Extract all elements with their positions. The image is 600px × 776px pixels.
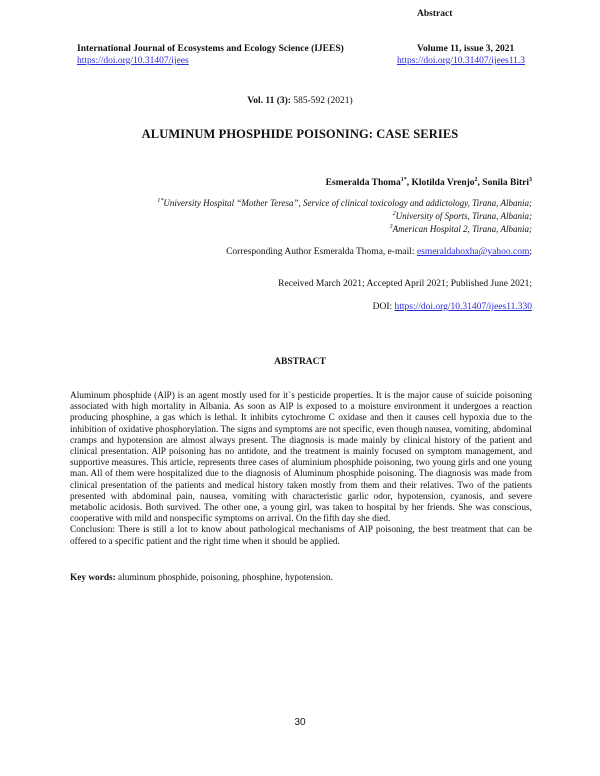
authors-line — [326, 178, 532, 188]
abstract-body — [70, 391, 532, 548]
citation-pages: 585-592 (2021) — [290, 96, 353, 106]
abstract-heading: ABSTRACT — [274, 357, 326, 367]
corresponding-email-link[interactable]: esmeraldahoxha@yahoo.com — [416, 247, 530, 257]
journal-name: International Journal of Ecosystems and Ecology Science (IJEES) — [77, 44, 344, 54]
affiliation-2 — [393, 211, 532, 221]
citation-line — [0, 96, 600, 106]
keywords-label: Key words: — [70, 573, 116, 583]
author-2: , Klotilda Vrenjo — [406, 178, 475, 188]
abstract-conclusion: Conclusion: There is still a lot to know about pathological mechanisms of AlP poisoning, the best treatment that can be offered to a specific patient and the right time when it should be applied. — [70, 525, 532, 547]
doi-label: DOI: — [372, 302, 395, 312]
author-1: Esmeralda Thoma — [325, 178, 401, 188]
affiliation-2-sup: 2 — [392, 211, 396, 217]
affiliation-2-text: University of Sports, Tirana, Albania; — [395, 211, 532, 221]
author-3-sup: 3 — [529, 176, 532, 183]
author-3: , Sonila Bitri — [477, 178, 529, 188]
keywords — [70, 573, 532, 583]
corresponding-label: Corresponding Author Esmeralda Thoma, e-mail: — [226, 247, 417, 257]
affiliation-1 — [157, 198, 532, 208]
article-doi — [373, 302, 532, 312]
affiliation-3-text: American Hospital 2, Tirana, Albania; — [392, 224, 532, 234]
volume-issue: Volume 11, issue 3, 2021 — [417, 44, 515, 54]
author-2-sup: 2 — [474, 176, 478, 183]
citation-volume: Vol. 11 (3): — [247, 96, 291, 106]
article-doi-link[interactable]: https://doi.org/10.31407/ijees11.330 — [394, 302, 532, 312]
issue-doi-link[interactable]: https://doi.org/10.31407/ijees11.3 — [397, 56, 525, 66]
corresponding-suffix: ; — [529, 247, 532, 257]
journal-doi-link[interactable]: https://doi.org/10.31407/ijees — [77, 56, 189, 66]
paper-title: ALUMINUM PHOSPHIDE POISONING: CASE SERIES — [141, 127, 459, 141]
header-abstract-label: Abstract — [417, 9, 453, 19]
abstract-paragraph: Aluminum phosphide (AlP) is an agent mostly used for it`s pesticide properties. It is the major cause of suicide poisoning associated with high mortality in Albania. As soon as AlP is exposed to a moisture environment it undergoes a reaction producing phosphine, a gas which is lethal. It inhibits cytochrome C oxidase and then it causes cell hypoxia due to the inhibition of oxidative phosphorylation. The signs and symptoms are not specific, even though nausea, vomiting, abdominal cramps and hypotension are almost always present. The diagnosis is made mainly by clinical history of the patient and clinical presentation. AlP poisoning has no antidote, and the treatment is mainly focused on symptom management, and supportive measures. This article, represents three cases of aluminium phosphide poisoning, two young girls and one young man. All of them were hospitalized due to the diagnosis of Aluminum phosphide poisoning. The diagnosis was made from clinical presentation of the patients and medical history taken mostly from them and their relatives. Two of the patients presented with abdominal pain, nausea, vomiting with characteristic garlic odor, hypotension, cyanosis, and severe metabolic acidosis. Both survived. The other one, a young girl, was taken to hospital by her friends. She was conscious, cooperative with mild and nonspecific symptoms on arrival. On the fifth day she died. — [70, 391, 532, 525]
affiliation-1-sup: 1* — [157, 198, 164, 204]
corresponding-author — [226, 247, 532, 257]
keywords-text: aluminum phosphide, poisoning, phosphine, hypotension. — [115, 573, 333, 583]
author-1-sup: 1* — [400, 176, 407, 183]
page-number: 30 — [294, 717, 306, 728]
affiliation-3 — [390, 224, 532, 234]
publication-dates: Received March 2021; Accepted April 2021; Published June 2021; — [278, 279, 532, 289]
affiliation-1-text: University Hospital “Mother Teresa”, Service of clinical toxicology and addictology, Tirana, Albania; — [163, 198, 532, 208]
affiliation-3-sup: 3 — [389, 224, 393, 230]
